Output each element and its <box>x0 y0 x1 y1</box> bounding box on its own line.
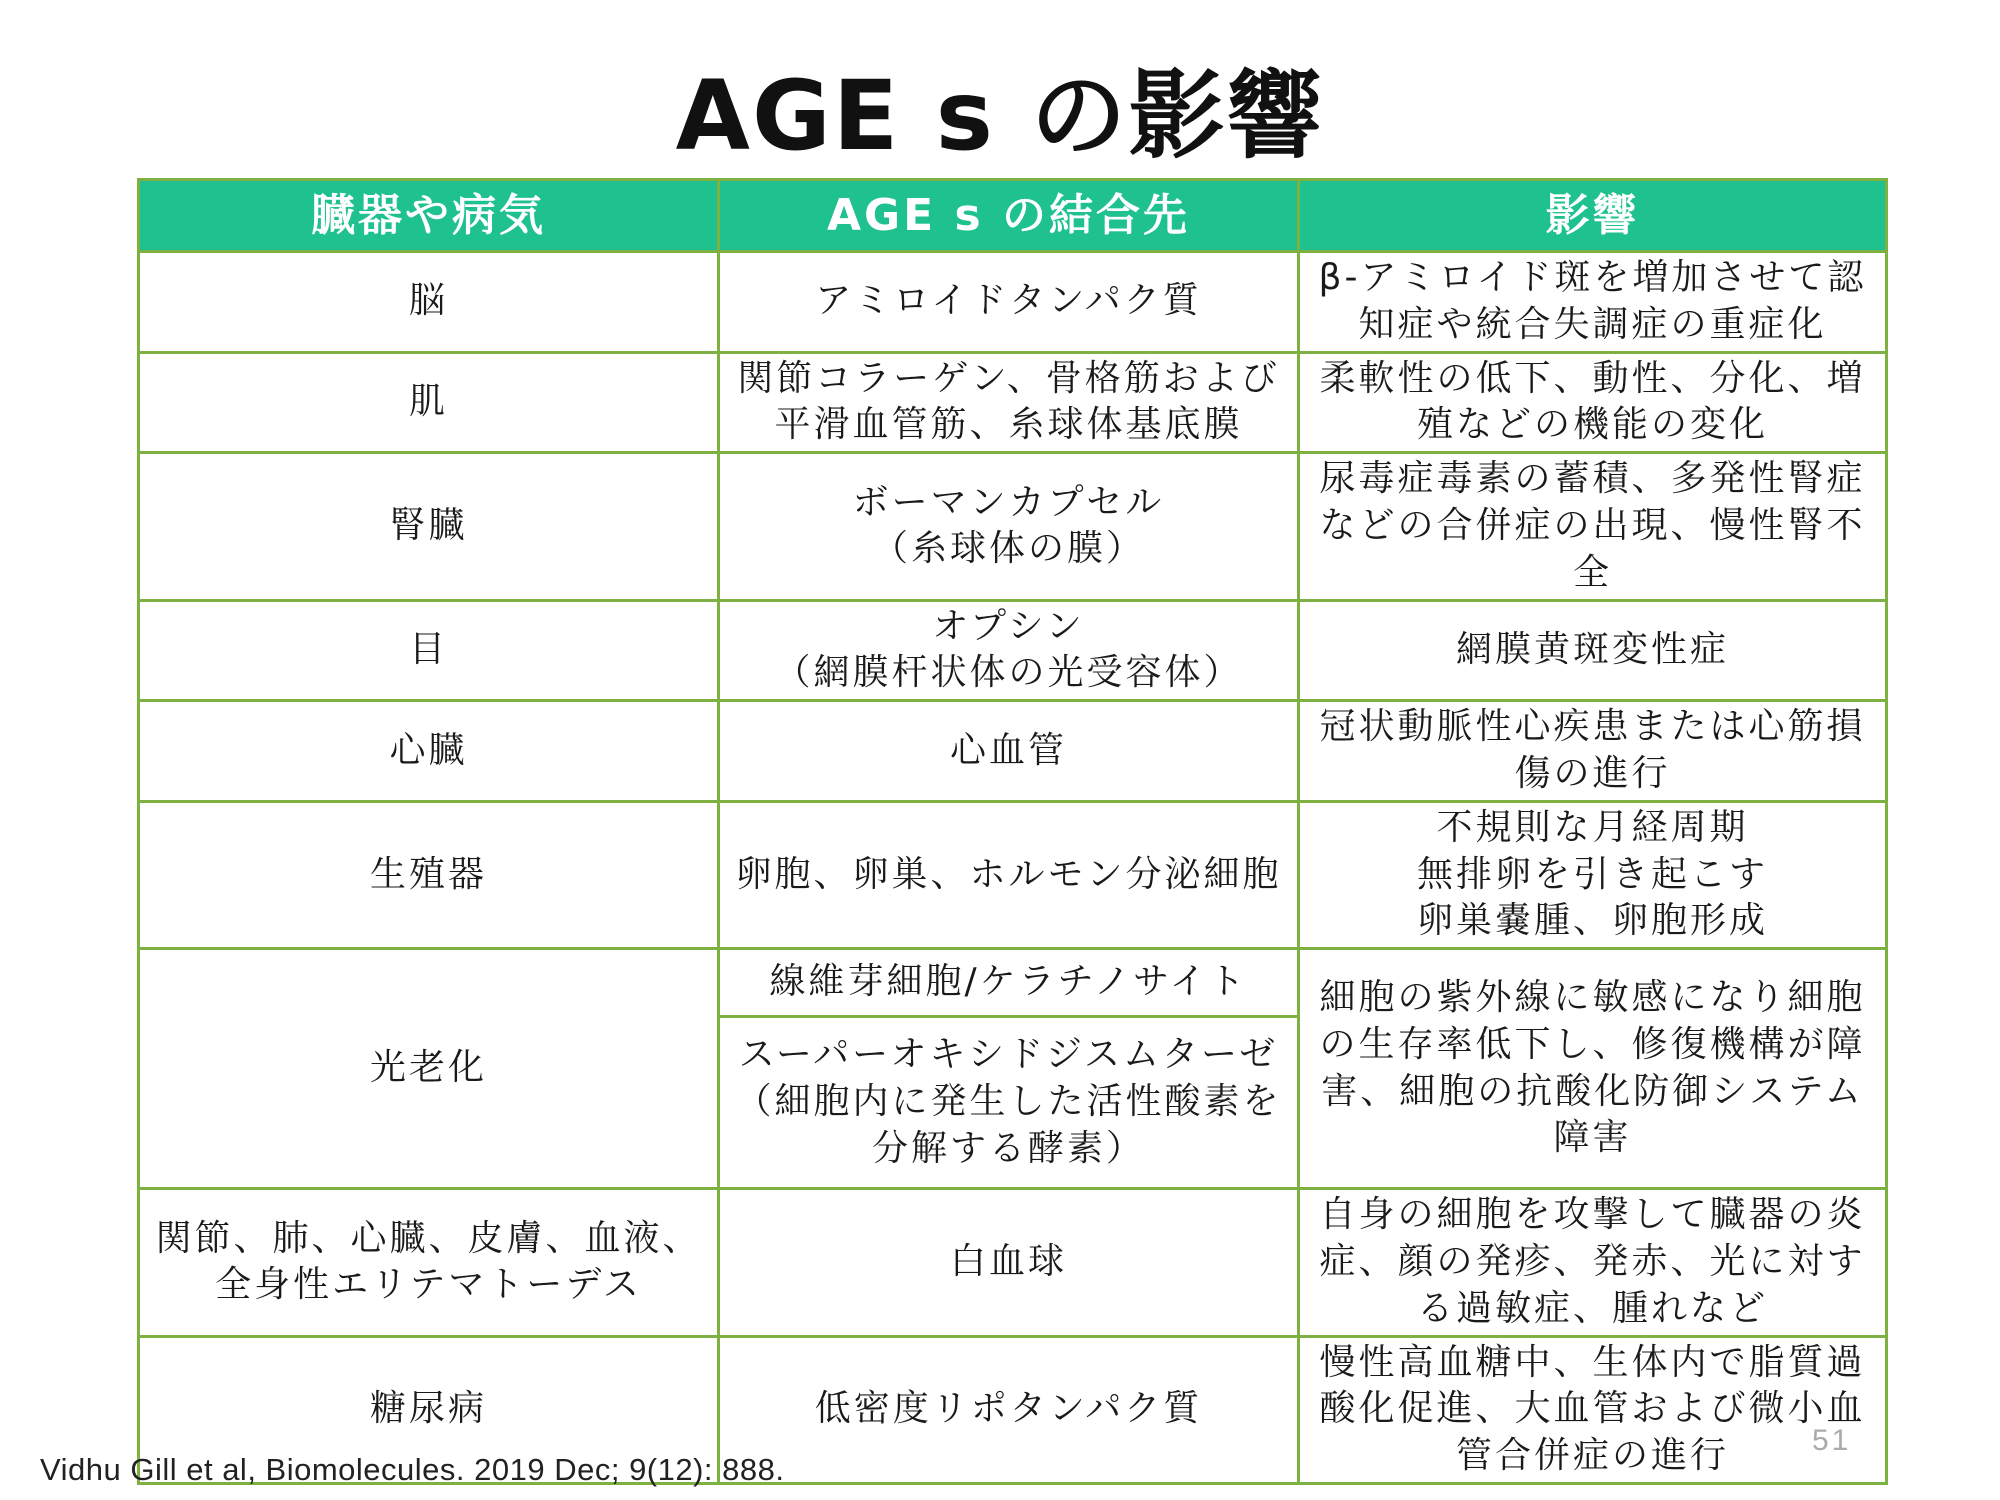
table-row <box>139 801 1887 948</box>
target-text: アミロイドタンパク質 <box>815 280 1202 322</box>
organ-text: 脳 <box>408 280 448 322</box>
organ-cell <box>139 252 719 353</box>
page-number: 51 <box>1812 1424 1852 1457</box>
effect-text: 症、顔の発疹、発赤、光に対す <box>1319 1240 1866 1282</box>
target-cell <box>719 701 1299 802</box>
effect-cell <box>1299 453 1887 600</box>
effect-cell <box>1299 252 1887 353</box>
effect-text: 傷の進行 <box>1514 752 1671 794</box>
target-text: （細胞内に発生した活性酸素を <box>735 1081 1282 1123</box>
organ-text: 心臓 <box>389 729 468 771</box>
target-text: 線維芽細胞/ケラチノサイト <box>769 961 1248 1003</box>
target-cell <box>719 352 1299 453</box>
table-row <box>139 701 1887 802</box>
effect-text: 柔軟性の低下、動性、分化、増 <box>1319 357 1866 399</box>
target-text: オプシン <box>932 605 1085 647</box>
table-row <box>139 600 1887 701</box>
effect-text: 障害 <box>1553 1117 1632 1159</box>
effect-cell <box>1299 949 1887 1189</box>
target-text: 低密度リポタンパク質 <box>814 1388 1203 1430</box>
target-text: 卵胞、卵巣、ホルモン分泌細胞 <box>735 853 1282 895</box>
header-effect: 影響 <box>1299 180 1887 252</box>
effect-text: β-アミロイド斑を増加させて認 <box>1318 257 1867 298</box>
effect-text: 全 <box>1572 551 1612 593</box>
header-target: AGE s の結合先 <box>719 180 1299 252</box>
table-row <box>139 252 1887 353</box>
organ-text: 関節、肺、心臓、皮膚、血液、 <box>155 1217 702 1259</box>
target-text: （糸球体の膜） <box>871 528 1145 570</box>
table-row <box>139 949 1887 1017</box>
effect-text: 尿毒症毒素の蓄積、多発性腎症 <box>1319 458 1866 500</box>
target-cell <box>719 1336 1299 1483</box>
organ-cell <box>139 801 719 948</box>
target-text: 関節コラーゲン、骨格筋および <box>737 357 1280 399</box>
effect-text: 殖などの機能の変化 <box>1416 404 1768 446</box>
target-text: ボーマンカプセル <box>852 481 1165 523</box>
effect-text: 自身の細胞を攻撃して臓器の炎 <box>1319 1194 1866 1236</box>
organ-text: 目 <box>408 628 448 670</box>
ages-effects-table <box>137 178 1888 1485</box>
organ-text: 腎臓 <box>389 504 468 546</box>
effect-cell <box>1299 801 1887 948</box>
target-text: 白血球 <box>949 1240 1067 1282</box>
effect-cell <box>1299 1336 1887 1483</box>
target-text: （網膜杆状体の光受容体） <box>774 652 1243 694</box>
effect-text: 網膜黄斑変性症 <box>1455 628 1729 670</box>
header-organ: 臓器や病気 <box>139 180 719 252</box>
organ-cell <box>139 949 719 1189</box>
effect-cell <box>1299 352 1887 453</box>
organ-text: 肌 <box>408 380 448 422</box>
organ-text: 生殖器 <box>369 853 487 895</box>
effect-text: 知症や統合失調症の重症化 <box>1358 303 1827 345</box>
effect-text: 不規則な月経周期 <box>1436 806 1749 848</box>
effect-text: 管合併症の進行 <box>1455 1435 1729 1477</box>
target-text: 心血管 <box>949 729 1067 771</box>
target-cell <box>719 252 1299 353</box>
effect-text: 無排卵を引き起こす <box>1416 853 1768 895</box>
citation: Vidhu Gill et al, Biomolecules. 2019 Dec; 9(12): 888. <box>40 1452 785 1487</box>
table-header-row <box>139 180 1887 252</box>
effect-text: 慢性高血糖中、生体内で脂質過 <box>1319 1341 1866 1383</box>
organ-cell <box>139 1189 719 1336</box>
effect-text: 冠状動脈性心疾患または心筋損 <box>1319 706 1866 748</box>
effect-cell <box>1299 1189 1887 1336</box>
organ-cell <box>139 701 719 802</box>
target-text: 平滑血管筋、糸球体基底膜 <box>774 404 1243 446</box>
effect-text: 酸化促進、大血管および微小血 <box>1319 1388 1866 1430</box>
organ-text: 光老化 <box>369 1047 487 1089</box>
effect-text: 細胞の紫外線に敏感になり細胞 <box>1319 977 1866 1019</box>
organ-cell <box>139 600 719 701</box>
effect-text: る過敏症、腫れなど <box>1416 1287 1768 1329</box>
target-cell <box>719 949 1299 1017</box>
effect-cell <box>1299 701 1887 802</box>
target-text: スーパーオキシドジスムターゼ <box>738 1034 1279 1076</box>
organ-cell <box>139 453 719 600</box>
table-row <box>139 1189 1887 1336</box>
effect-cell <box>1299 600 1887 701</box>
organ-text: 糖尿病 <box>369 1388 487 1430</box>
target-text: 分解する酵素） <box>871 1128 1145 1170</box>
target-cell <box>719 1189 1299 1336</box>
target-cell <box>719 600 1299 701</box>
effect-text: 卵巣嚢腫、卵胞形成 <box>1416 900 1768 942</box>
table-row <box>139 453 1887 600</box>
organ-cell <box>139 352 719 453</box>
target-cell <box>719 1017 1299 1189</box>
effect-text: 害、細胞の抗酸化防御システム <box>1321 1070 1864 1112</box>
organ-text: 全身性エリテマトーデス <box>215 1264 642 1306</box>
slide-title: AGE s の影響 <box>675 60 1325 172</box>
effect-text: の生存率低下し、修復機構が障 <box>1319 1023 1866 1065</box>
effect-text: などの合併症の出現、慢性腎不 <box>1319 504 1866 546</box>
target-cell <box>719 801 1299 948</box>
table-row <box>139 352 1887 453</box>
target-cell <box>719 453 1299 600</box>
